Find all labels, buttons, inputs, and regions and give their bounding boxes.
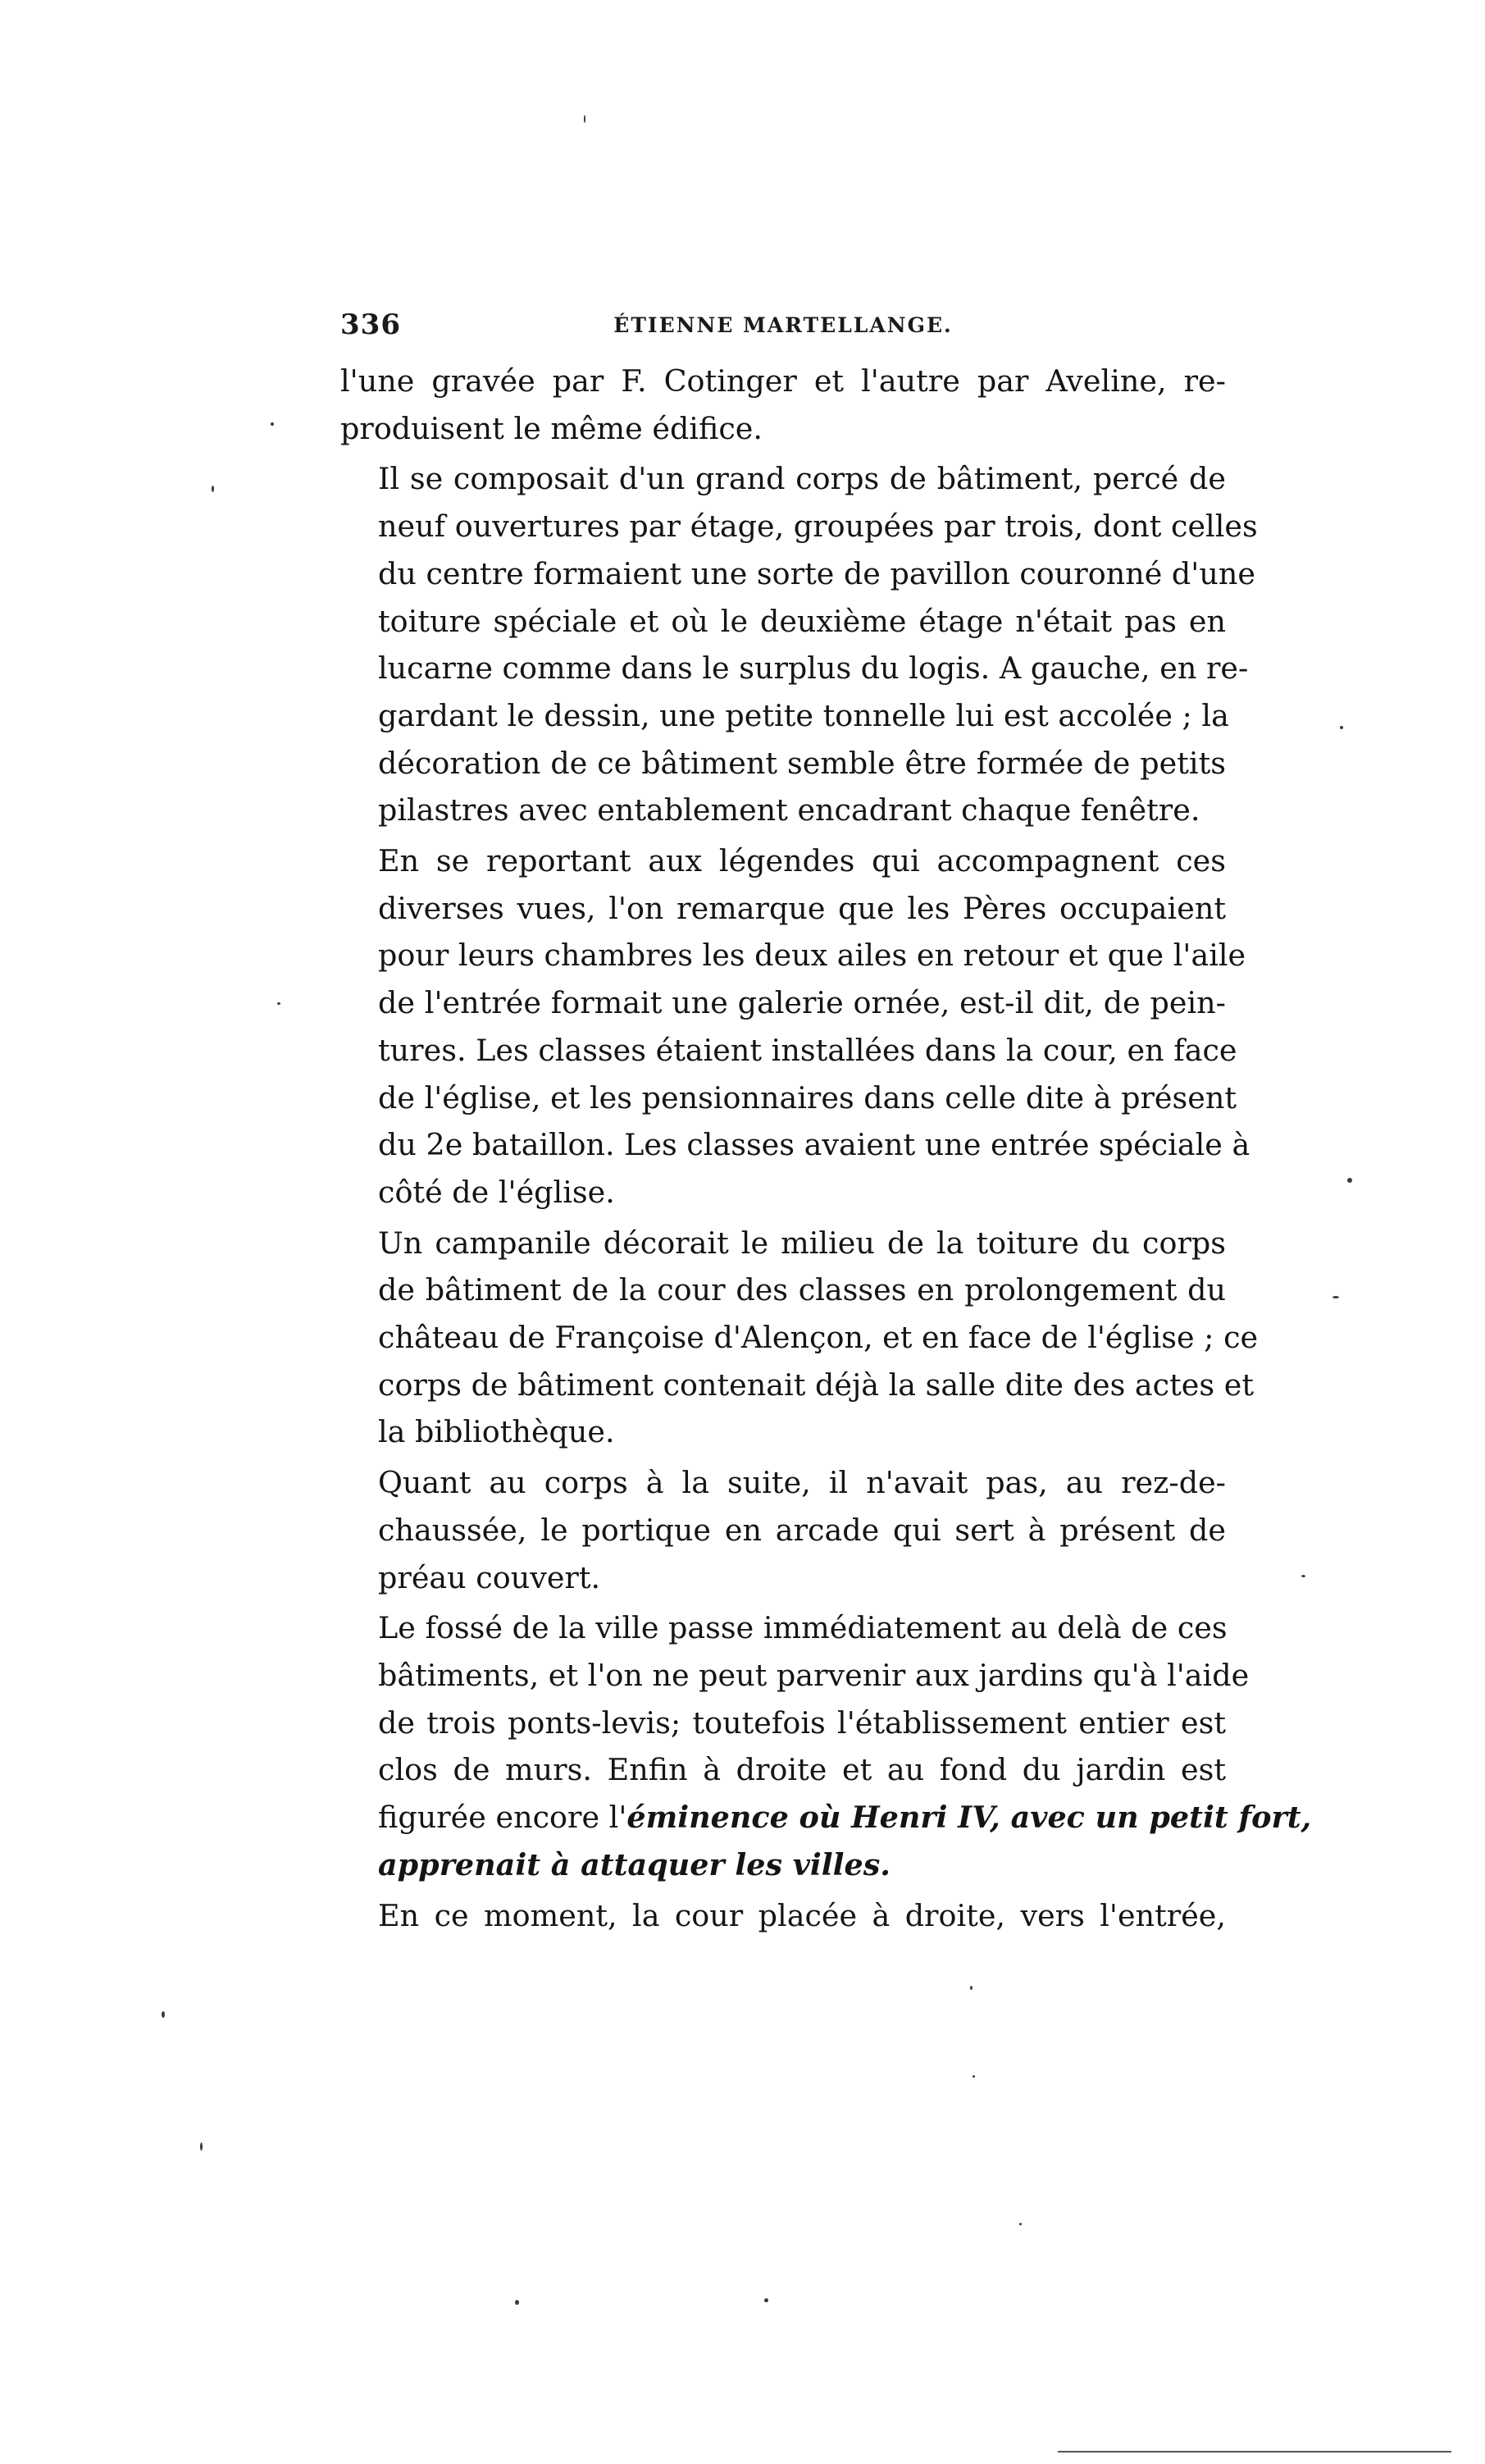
text-line: château de Françoise d'Alençon, et en face de l'église ; ce [378, 1320, 1259, 1356]
text-line: la bibliothèque. [378, 1414, 615, 1450]
scan-speck [1301, 1575, 1305, 1577]
text-line: En ce moment, la cour placée à droite, vers l'entrée, [378, 1897, 1226, 1933]
text-line: de bâtiment de la cour des classes en prolongement du [378, 1272, 1226, 1308]
text-line: Quant au corps à la suite, il n'avait pas, au rez-de- [378, 1465, 1226, 1501]
text-line-mixed [340, 1794, 1312, 1841]
scan-edge-line [1058, 2451, 1451, 2453]
text-line: de l'église, et les pensionnaires dans celle dite à présent [378, 1079, 1237, 1116]
text-line: Un campanile décorait le milieu de la toiture du corps [378, 1225, 1226, 1261]
text-line: de l'entrée formait une galerie ornée, est-il dit, de pein- [378, 985, 1226, 1021]
text-line: pour leurs chambres les deux ailes en retour et que l'aile [378, 938, 1246, 974]
text-line: décoration de ce bâtiment semble être formée de petits [378, 745, 1226, 781]
page-number: 336 [340, 308, 401, 341]
scan-speck [515, 2300, 519, 2305]
text-line [340, 1841, 1226, 1889]
text-line: diverses vues, l'on remarque que les Pères occupaient [378, 890, 1226, 926]
paragraph-3 [340, 837, 1250, 1216]
scan-speck [212, 486, 214, 492]
paragraph-1 [340, 358, 1226, 452]
paragraph-7 [340, 1892, 1226, 1940]
text-line: préau couvert. [378, 1559, 601, 1595]
text-line: lucarne comme dans le surplus du logis. A gauche, en re- [378, 650, 1249, 687]
text-line: l'une gravée par F. Cotinger et l'autre par Aveline, re- [340, 363, 1226, 399]
running-title: ÉTIENNE MARTELLANGE. [613, 313, 953, 337]
italic-text-run: apprenait à attaquer les villes. [378, 1846, 891, 1882]
text-line: produisent le même édifice. [340, 410, 763, 446]
text-line: corps de bâtiment contenait déjà la salle dite des actes et [378, 1367, 1254, 1403]
scan-speck [1332, 1296, 1339, 1298]
paragraph-4 [340, 1220, 1259, 1457]
scan-speck [973, 2075, 975, 2078]
paragraph-5 [340, 1459, 1226, 1601]
text-line: tures. Les classes étaient installées dans la cour, en face [378, 1032, 1237, 1068]
scan-speck [200, 2142, 203, 2151]
paragraph-2 [340, 455, 1258, 834]
scan-speck [162, 2011, 165, 2018]
text-line: toiture spéciale et où le deuxième étage n'était pas en [378, 603, 1226, 639]
body-text [340, 358, 1312, 1939]
text-line: neuf ouvertures par étage, groupées par trois, dont celles [378, 509, 1258, 545]
text-line: clos de murs. Enfin à droite et au fond du jardin est [378, 1752, 1226, 1788]
scan-speck [1340, 726, 1343, 729]
paragraph-6 [340, 1604, 1312, 1888]
text-line: Le fossé de la ville passe immédiatement au delà de ces [378, 1610, 1228, 1646]
text-run: figurée encore l' [378, 1800, 627, 1836]
text-line: gardant le dessin, une petite tonnelle lui est accolée ; la [378, 697, 1229, 733]
text-line: En se reportant aux légendes qui accompagnent ces [378, 843, 1226, 879]
scan-speck [277, 1002, 280, 1005]
italic-text-run: éminence où Henri IV, avec un petit fort, [626, 1800, 1312, 1836]
scan-speck [584, 115, 585, 123]
running-head [340, 302, 1226, 351]
scan-speck [1347, 1178, 1352, 1183]
text-line: pilastres avec entablement encadrant chaque fenêtre. [378, 792, 1200, 828]
scan-speck [764, 2298, 768, 2302]
text-line: bâtiments, et l'on ne peut parvenir aux jardins qu'à l'aide [378, 1657, 1250, 1693]
text-line: de trois ponts-levis; toutefois l'établissement entier est [378, 1704, 1226, 1741]
text-line: Il se composait d'un grand corps de bâtiment, percé de [378, 461, 1226, 497]
text-line: chaussée, le portique en arcade qui sert à présent de [378, 1512, 1226, 1548]
scan-speck [1019, 2223, 1022, 2225]
text-line: du 2e bataillon. Les classes avaient une entrée spéciale à [378, 1127, 1250, 1163]
text-line: du centre formaient une sorte de pavillon couronné d'une [378, 555, 1255, 591]
text-line: côté de l'église. [378, 1174, 615, 1210]
scan-speck [970, 1986, 973, 1990]
scan-speck [271, 422, 274, 426]
